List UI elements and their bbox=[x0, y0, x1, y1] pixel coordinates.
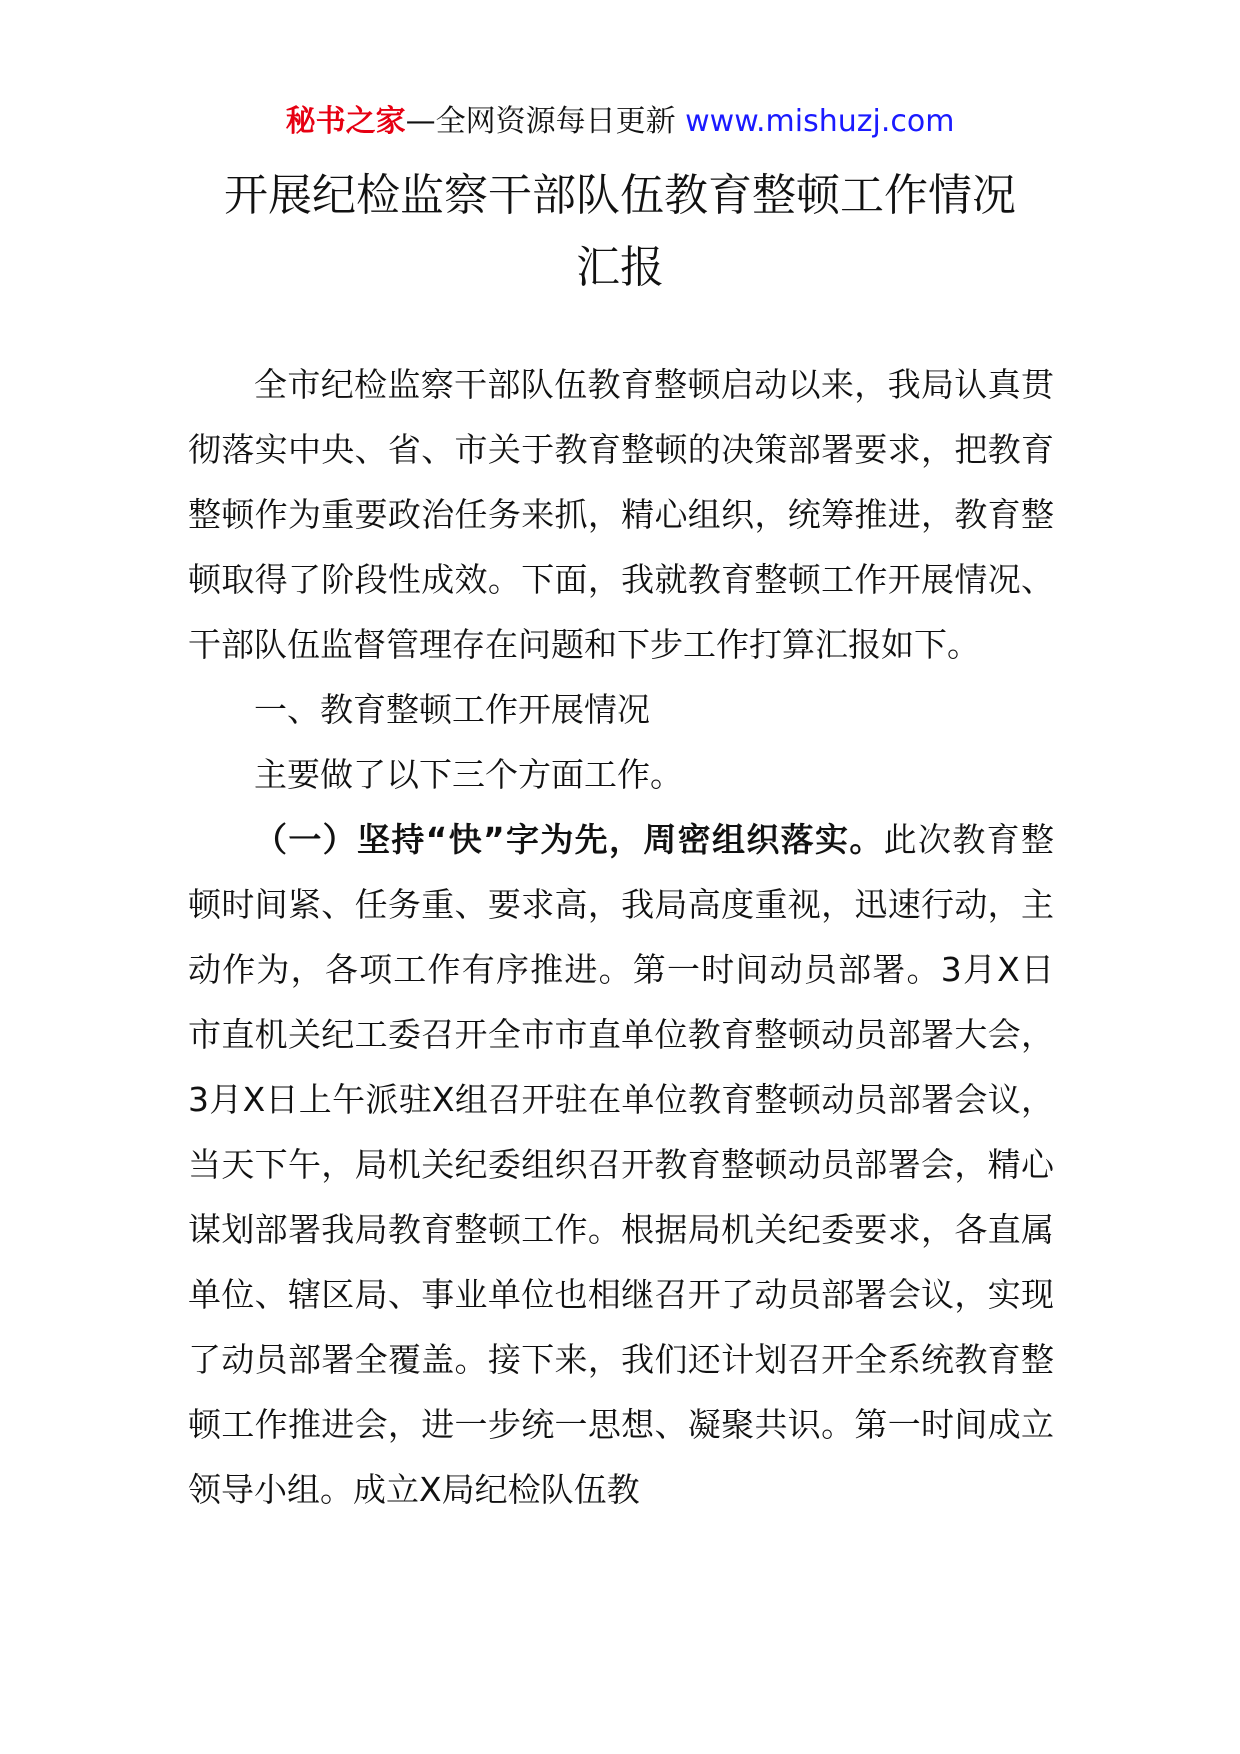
site-url-link[interactable]: www.mishuzj.com bbox=[685, 104, 955, 139]
document-body bbox=[188, 352, 1054, 1522]
site-header bbox=[0, 102, 1240, 142]
subsection-paragraph bbox=[188, 807, 1054, 1522]
subsection-heading: （一）坚持“快”字为先，周密组织落实。 bbox=[254, 820, 884, 859]
document-title bbox=[0, 160, 1240, 304]
title-line-2: 汇报 bbox=[576, 242, 664, 293]
intro-paragraph: 全市纪检监察干部队伍教育整顿启动以来，我局认真贯彻落实中央、省、市关于教育整顿的决策部署要求，把教育整顿作为重要政治任务来抓，精心组织，统筹推进，教育整顿取得了阶段性成效。下面，我就教育整顿工作开展情况、干部队伍监督管理存在问题和下步工作打算汇报如下。 bbox=[188, 365, 1054, 664]
header-tagline: —全网资源每日更新 bbox=[405, 104, 676, 139]
brand-name: 秘书之家 bbox=[285, 104, 406, 139]
title-line-1: 开展纪检监察干部队伍教育整顿工作情况 bbox=[224, 170, 1016, 221]
section-heading: 一、教育整顿工作开展情况 bbox=[254, 690, 650, 729]
section-summary: 主要做了以下三个方面工作。 bbox=[254, 755, 683, 794]
subsection-text: 此次教育整顿时间紧、任务重、要求高，我局高度重视，迅速行动，主动作为，各项工作有序推进。第一时间动员部署。3月X日市直机关纪工委召开全市市直单位教育整顿动员部署大会，3月X日上午派驻X组召开驻在单位教育整顿动员部署会议，当天下午，局机关纪委组织召开教育整顿动员部署会，精心谋划部署我局教育整顿工作。根据局机关纪委要求，各直属单位、辖区局、事业单位也相继召开了动员部署会议，实现了动员部署全覆盖。接下来，我们还计划召开全系统教育整顿工作推进会，进一步统一思想、凝聚共识。第一时间成立领导小组。成立X局纪检队伍教 bbox=[188, 820, 1054, 1509]
